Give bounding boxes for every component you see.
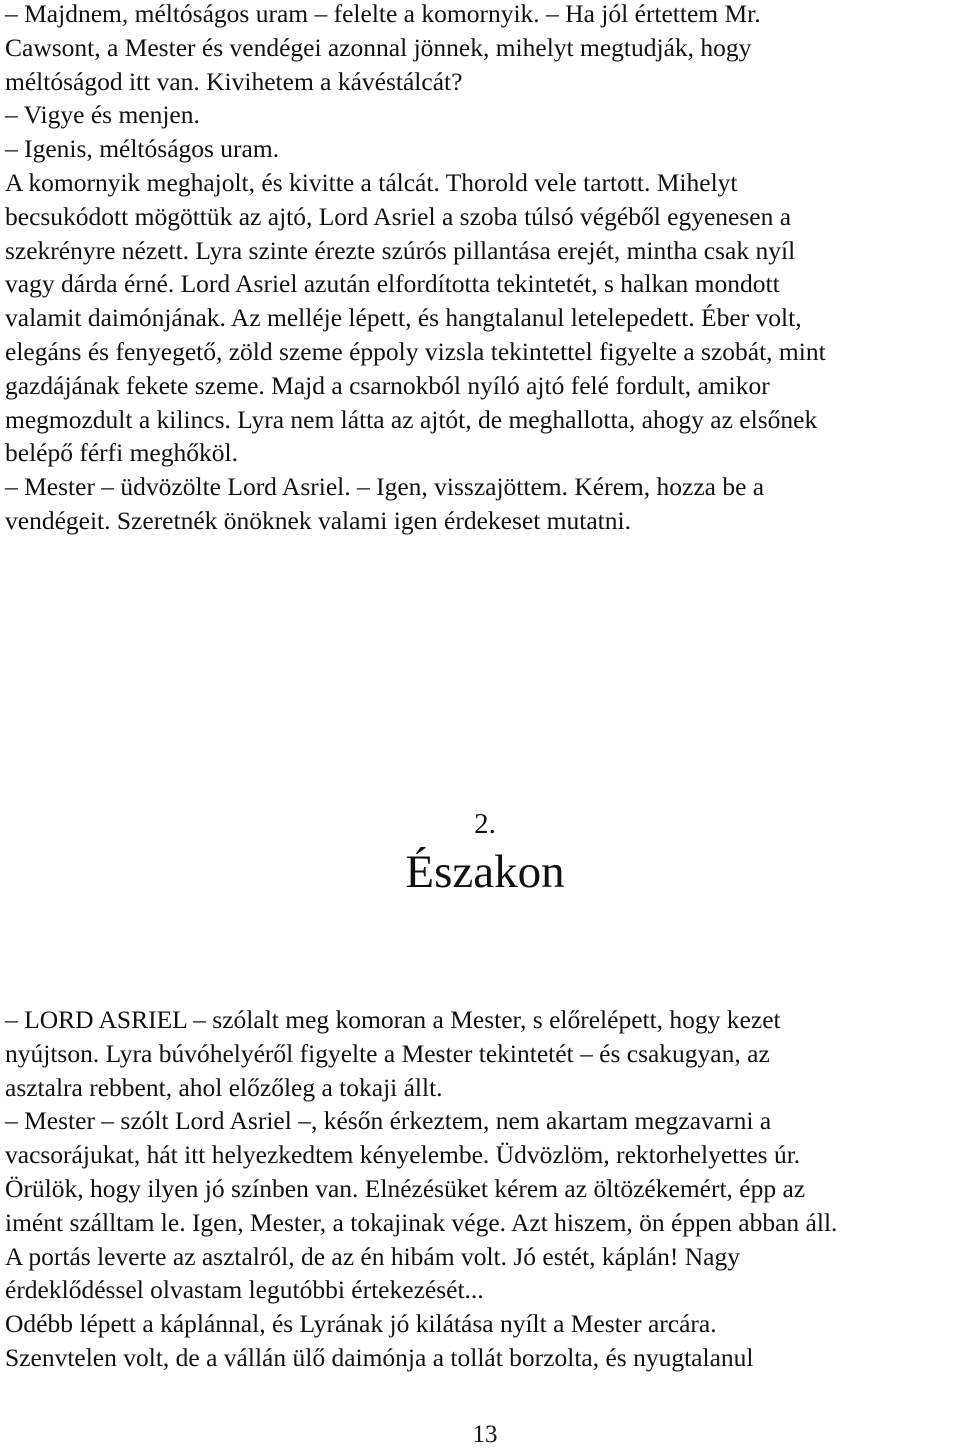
text-line: Odébb lépett a káplánnal, és Lyrának jó kilátása nyílt a Mester arcára. [5, 1309, 717, 1339]
text-line: imént szálltam le. Igen, Mester, a tokajinak vége. Azt hiszem, ön éppen abban áll. [5, 1207, 838, 1237]
text-line: – Mester – üdvözölte Lord Asriel. – Igen, visszajöttem. Kérem, hozza be a [5, 472, 765, 502]
page-number: 13 [472, 1421, 498, 1448]
text-line: valamit daimónjának. Az melléje lépett, és hangtalanul letelepedett. Éber volt, [5, 303, 802, 333]
text-line: megmozdult a kilincs. Lyra nem látta az ajtót, de meghallotta, ahogy az elsőnek [5, 404, 818, 434]
text-line: vacsorájukat, hát itt helyezkedtem kényelembe. Üdvözlöm, rektorhelyettes úr. [5, 1140, 801, 1170]
text-block-after-chapter [5, 1003, 960, 1375]
text-line: – Vigye és menjen. [5, 100, 200, 130]
text-line: – Majdnem, méltóságos uram – felelte a komornyik. – Ha jól értettem Mr. [5, 0, 761, 28]
text-line: Szenvtelen volt, de a vállán ülő daimónja a tollát borzolta, és nyugtalanul [5, 1342, 754, 1372]
text-line: belépő férfi meghőköl. [5, 438, 238, 468]
chapter-title: Északon [405, 846, 565, 898]
text-line: – LORD ASRIEL – szólalt meg komoran a Mester, s előrelépett, hogy kezet [5, 1005, 781, 1034]
text-line: érdeklődéssel olvastam legutóbbi értekezését... [5, 1275, 484, 1305]
text-line: vendégeit. Szeretnék önöknek valami igen érdekeset mutatni. [5, 505, 631, 535]
text-line: becsukódott mögöttük az ajtó, Lord Asriel a szoba túlsó végéből egyenesen a [5, 201, 792, 231]
chapter-number: 2. [474, 808, 496, 840]
text-line: vagy dárda érné. Lord Asriel azután elfordította tekintetét, s halkan mondott [5, 269, 780, 299]
text-line: A komornyik meghajolt, és kivitte a tálcát. Thorold vele tartott. Mihelyt [5, 167, 738, 197]
text-line: A portás leverte az asztalról, de az én hibám volt. Jó estét, káplán! Nagy [5, 1241, 740, 1271]
text-block-before-chapter [5, 0, 960, 538]
text-line: gazdájának fekete szeme. Majd a csarnokból nyíló ajtó felé fordult, amikor [5, 370, 770, 400]
text-line: szekrényre nézett. Lyra szinte érezte szúrós pillantása erejét, mintha csak nyíl [5, 235, 796, 265]
text-line: Örülök, hogy ilyen jó színben van. Elnézésüket kérem az öltözékemért, épp az [5, 1173, 806, 1203]
text-line: – Mester – szólt Lord Asriel –, későn érkeztem, nem akartam megzavarni a [5, 1106, 772, 1136]
text-line: – Igenis, méltóságos uram. [5, 134, 280, 164]
text-line: nyújtson. Lyra búvóhelyéről figyelte a Mester tekintetét – és csakugyan, az [5, 1038, 770, 1068]
text-line: méltóságod itt van. Kivihetem a kávéstálcát? [5, 66, 463, 96]
text-line: elegáns és fenyegető, zöld szeme éppoly vizsla tekintettel figyelte a szobát, mint [5, 336, 826, 366]
text-line: Cawsont, a Mester és vendégei azonnal jönnek, mihelyt megtudják, hogy [5, 32, 752, 62]
text-line: asztalra rebbent, ahol előzőleg a tokaji állt. [5, 1072, 443, 1102]
